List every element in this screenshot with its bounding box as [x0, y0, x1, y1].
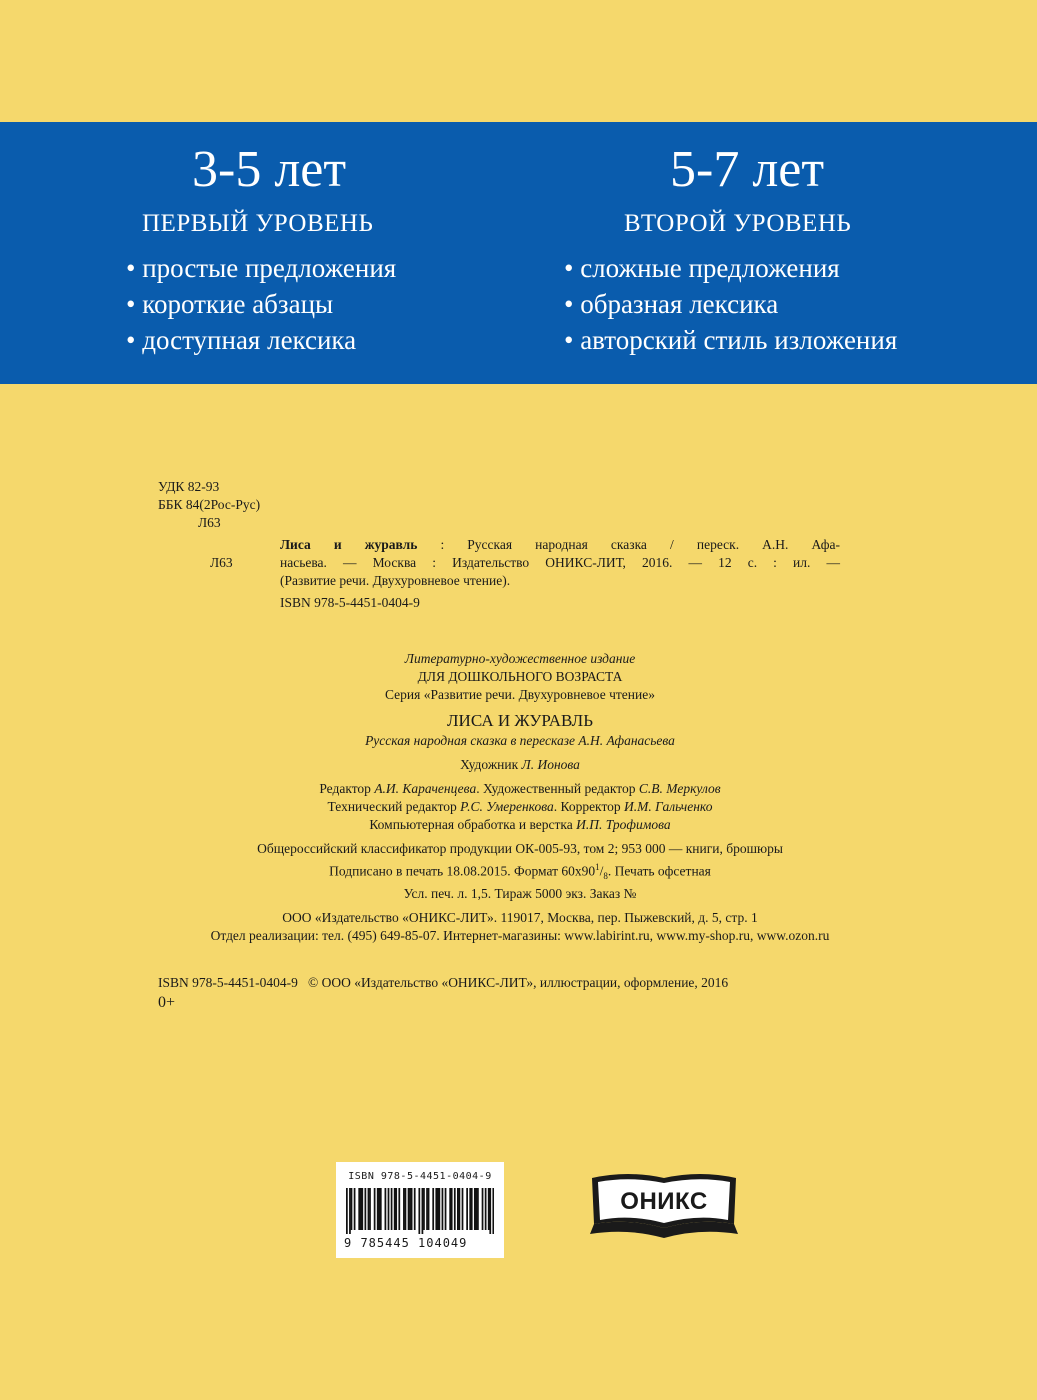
format-denominator: 8	[603, 871, 608, 882]
barcode-bar	[492, 1188, 494, 1234]
copyright-isbn: ISBN 978-5-4451-0404-9	[158, 975, 298, 990]
barcode-bar	[405, 1188, 407, 1230]
barcode-bar	[414, 1188, 416, 1230]
editor-label: Редактор	[319, 781, 375, 796]
barcode-bar	[457, 1188, 459, 1230]
level-1-title: ПЕРВЫЙ УРОВЕНЬ	[142, 210, 374, 237]
barcode-bar	[385, 1188, 387, 1230]
barcode-isbn: ISBN 978-5-4451-0404-9	[348, 1171, 492, 1182]
barcode-bar	[471, 1188, 473, 1230]
level-1-features	[126, 250, 456, 358]
barcode-bar	[360, 1188, 362, 1230]
barcode-bar	[454, 1188, 456, 1230]
barcode-bar	[476, 1188, 478, 1230]
age-group: ДЛЯ ДОШКОЛЬНОГО ВОЗРАСТА	[417, 669, 623, 684]
barcode-bar	[411, 1188, 413, 1230]
series: Серия «Развитие речи. Двухуровневое чтение»	[385, 687, 655, 702]
level-1-age: 3-5 лет	[192, 141, 347, 198]
barcode-bar	[349, 1188, 351, 1234]
barcode-bar	[422, 1188, 424, 1234]
barcode-bar	[474, 1188, 476, 1230]
barcode-bar	[388, 1188, 390, 1230]
udk: УДК 82-93	[158, 479, 220, 494]
level-2-title: ВТОРОЙ УРОВЕНЬ	[624, 210, 852, 237]
level-2-column	[564, 122, 964, 358]
format-numerator: 1	[595, 862, 600, 872]
tech-editor-line	[100, 798, 940, 816]
editor-name: А.И. Караченцева	[374, 781, 477, 796]
barcode-bar	[351, 1188, 353, 1230]
barcode-digits: 9 785445 104049	[344, 1236, 468, 1250]
barcode-bar	[428, 1188, 430, 1230]
corrector-name: И.М. Гальченко	[624, 799, 713, 814]
level-1-feature: • доступная лексика	[126, 322, 456, 358]
level-2-feature: • образная лексика	[564, 286, 964, 322]
barcode-bar	[489, 1188, 491, 1234]
barcode-bar	[482, 1188, 484, 1230]
barcode-bar	[485, 1188, 487, 1230]
barcode-bar	[418, 1188, 420, 1234]
artist-line	[100, 756, 940, 774]
barcode-bar	[432, 1188, 434, 1230]
bbk: ББК 84(2Рос-Рус)	[158, 497, 261, 512]
tech-editor-label: Технический редактор	[327, 799, 461, 814]
barcode-bar	[442, 1188, 444, 1230]
barcode-bar	[408, 1188, 410, 1230]
reading-levels-band	[0, 122, 1037, 384]
barcode-bar	[365, 1188, 367, 1230]
level-2-feature: • авторский стиль изложения	[564, 322, 964, 358]
entry-title: Лиса и журавль	[280, 537, 418, 552]
barcode-bar	[380, 1188, 382, 1230]
level-2-feature: • сложные предложения	[564, 250, 964, 286]
barcode-bar	[369, 1188, 371, 1230]
entry-line-3: (Развитие речи. Двухуровневое чтение).	[280, 573, 511, 588]
barcode-bar	[354, 1188, 356, 1230]
barcode-bar	[346, 1188, 348, 1234]
age-rating: 0+	[158, 994, 176, 1011]
signed-suffix: . Печать офсетная	[607, 863, 711, 879]
barcode-bar	[477, 1188, 479, 1230]
barcode-bar	[403, 1188, 405, 1230]
signed-prefix: Подписано в печать 18.08.2015. Формат 60х90	[329, 863, 596, 879]
level-2-age: 5-7 лет	[670, 141, 825, 198]
signed-line: Подписано в печать 18.08.2015. Формат $60х90^1/_8$. Печать офсетная	[329, 862, 711, 882]
catalog-entry	[158, 536, 888, 590]
publisher-logo	[588, 1168, 740, 1242]
barcode-bar	[426, 1188, 428, 1230]
tech-editor-name: Р.С. Умеренкова	[460, 799, 554, 814]
imprint-block	[100, 650, 940, 945]
barcode-bar	[409, 1188, 411, 1230]
edition-type: Литературно-художественное издание	[404, 651, 636, 666]
barcode-bar	[361, 1188, 363, 1230]
art-editor-label: . Художественный редактор	[476, 781, 639, 796]
layout-name: И.П. Трофимова	[576, 817, 671, 832]
barcode-bar	[469, 1188, 471, 1230]
barcode-bar	[439, 1188, 441, 1230]
layout-label: Компьютерная обработка и верстка	[369, 817, 577, 832]
corrector-label: . Корректор	[553, 799, 625, 814]
entry-line-1-rest: : Русская народная сказка / переск. А.Н. Афа-	[417, 537, 840, 552]
barcode-bar	[462, 1188, 464, 1230]
copyright-notice: © ООО «Издательство «ОНИКС-ЛИТ», иллюстрации, оформление, 2016	[308, 975, 729, 990]
barcode-bar	[451, 1188, 453, 1230]
logo-text: ОНИКС	[620, 1188, 708, 1215]
barcode-bar	[435, 1188, 437, 1230]
barcode-bar	[449, 1188, 451, 1230]
barcode-bars	[346, 1188, 494, 1234]
print-info: Усл. печ. л. 1,5. Тираж 5000 экз. Заказ №	[403, 886, 637, 902]
entry-line-2: насьева. — Москва : Издательство ОНИКС-ЛИТ, 2016. — 12 с. : ил. —	[280, 555, 840, 570]
book-subtitle: Русская народная сказка в пересказе А.Н. Афанасьева	[365, 733, 675, 748]
isbn-barcode	[336, 1162, 504, 1258]
barcode-bar	[398, 1188, 400, 1230]
sales-info: Отдел реализации: тел. (495) 649-85-07. Интернет-магазины: www.labirint.ru, www.my-shop.ru, www.ozon.ru	[210, 928, 830, 944]
barcode-bar	[374, 1188, 376, 1230]
barcode-bar	[395, 1188, 397, 1230]
barcode-bar	[391, 1188, 393, 1230]
artist-name: Л. Ионова	[521, 757, 580, 772]
barcode-bar	[459, 1188, 461, 1230]
publisher-address: ООО «Издательство «ОНИКС-ЛИТ». 119017, Москва, пер. Пыжевский, д. 5, стр. 1	[282, 910, 758, 926]
book-title: ЛИСА И ЖУРАВЛЬ	[447, 711, 593, 730]
barcode-bar	[377, 1188, 379, 1230]
barcode-bar	[437, 1188, 439, 1230]
barcode-bar	[358, 1188, 360, 1230]
barcode-bar	[394, 1188, 396, 1230]
level-1-feature: • простые предложения	[126, 250, 456, 286]
barcode-bar	[445, 1188, 447, 1230]
entry-line-1	[280, 536, 840, 554]
classifier: Общероссийский классификатор продукции ОК-005-93, том 2; 953 000 — книги, брошюры	[257, 841, 783, 856]
catalog-record	[158, 478, 888, 612]
barcode-bar	[423, 1188, 425, 1230]
level-2-features	[564, 250, 964, 358]
level-1-feature: • короткие абзацы	[126, 286, 456, 322]
catalog-isbn: ISBN 978-5-4451-0404-9	[280, 595, 420, 610]
level-1-column	[126, 122, 456, 358]
barcode-bar	[466, 1188, 468, 1230]
copyright-line	[158, 974, 888, 992]
barcode-bar	[378, 1188, 380, 1230]
artist-label: Художник	[460, 757, 522, 772]
catalog-code: Л63	[198, 515, 221, 530]
art-editor-name: С.В. Меркулов	[638, 781, 721, 796]
layout-line	[100, 816, 940, 834]
catalog-code-side: Л63	[210, 555, 233, 570]
barcode-bar	[368, 1188, 370, 1230]
editor-line	[100, 780, 940, 798]
copyright-block	[158, 974, 888, 1012]
barcode-bar	[488, 1188, 490, 1230]
